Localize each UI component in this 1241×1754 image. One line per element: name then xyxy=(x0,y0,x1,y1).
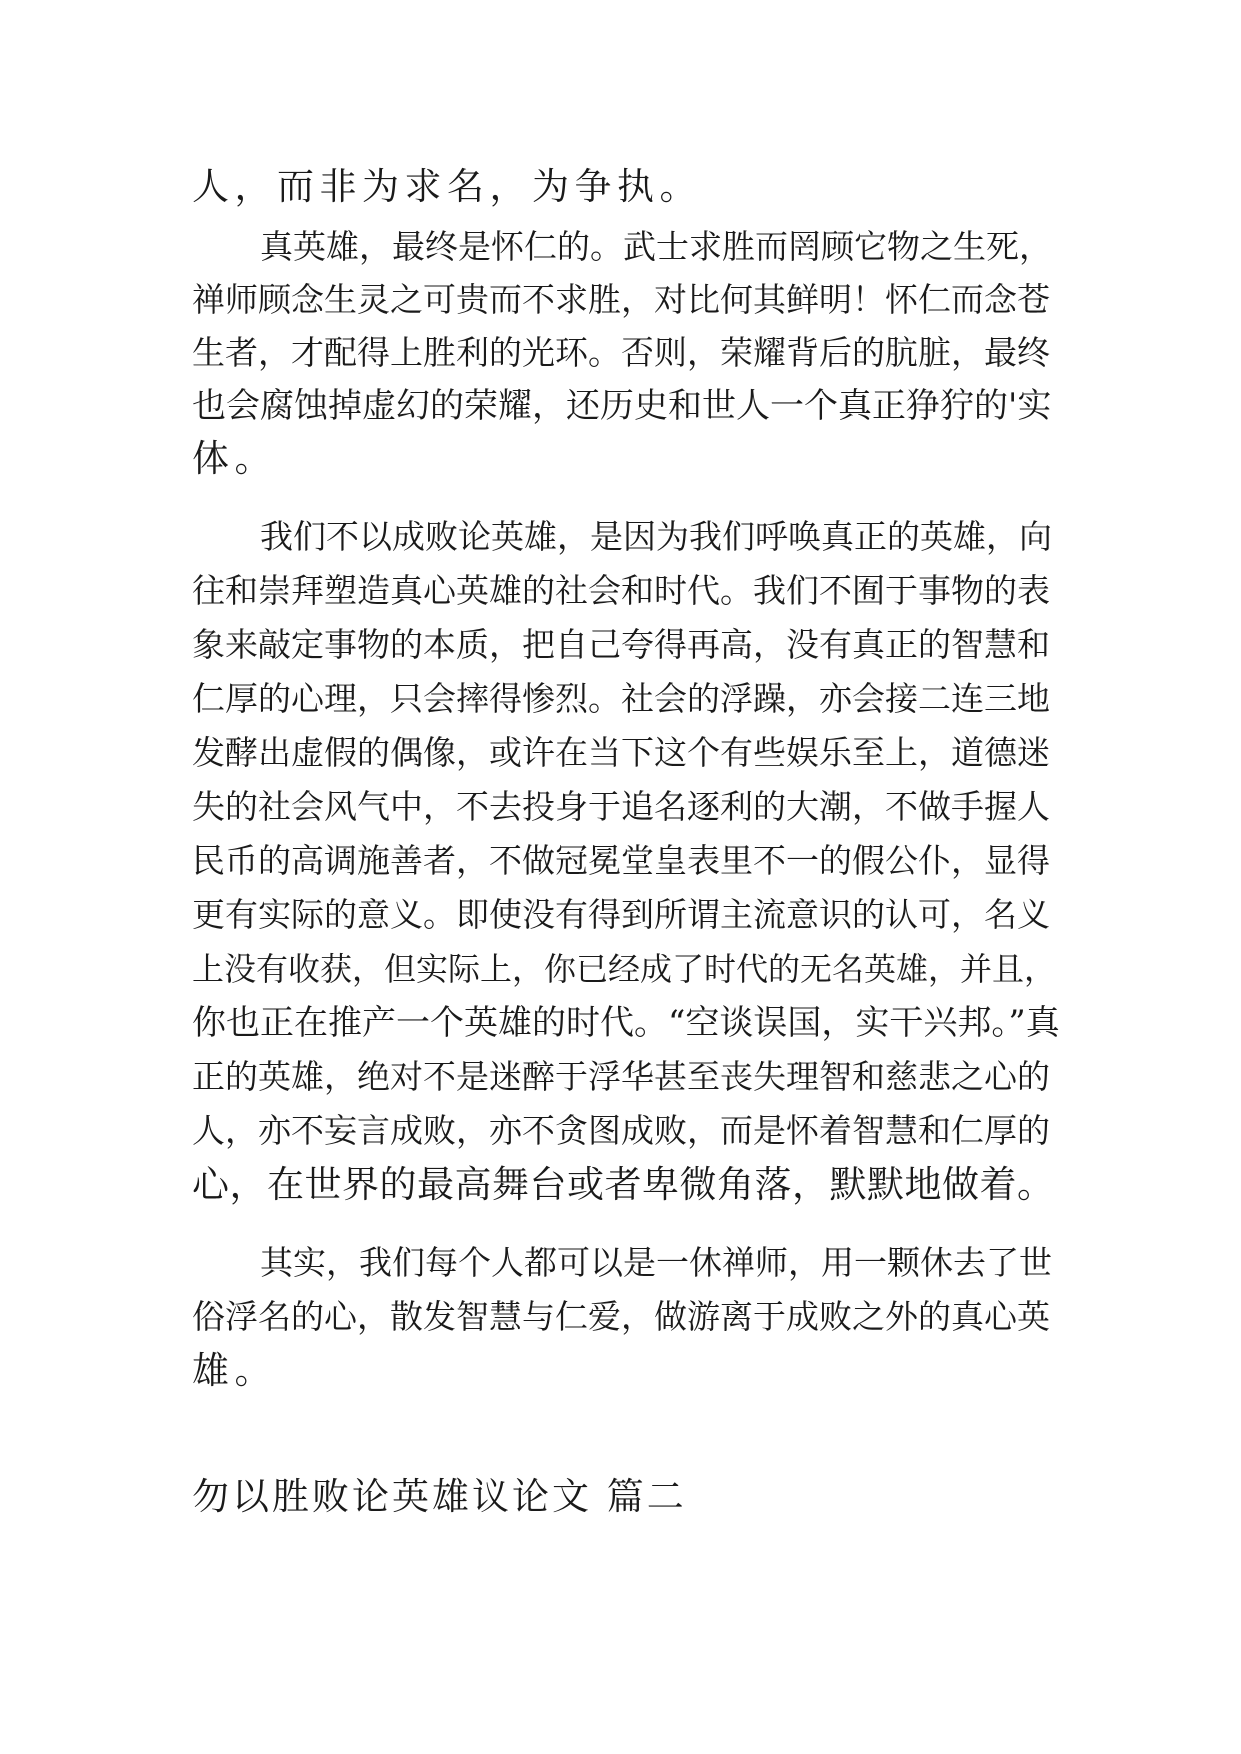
paragraph-2-line: 生者，才配得上胜利的光环。否则，荣耀背后的肮脏，最终 xyxy=(192,333,1050,372)
paragraph-2-line: 禅师顾念生灵之可贵而不求胜，对比何其鲜明！怀仁而念苍 xyxy=(192,280,1050,319)
paragraph-3-line: 往和崇拜塑造真心英雄的社会和时代。我们不囿于事物的表 xyxy=(192,571,1050,610)
paragraph-3-line: 象来敲定事物的本质，把自己夸得再高，没有真正的智慧和 xyxy=(192,625,1050,664)
paragraph-1-line: 人，而非为求名，为争执。 xyxy=(192,165,702,208)
paragraph-3-line: 民币的高调施善者，不做冠冕堂皇表里不一的假公仆，显得 xyxy=(192,841,1050,880)
paragraph-2-line: 体。 xyxy=(192,437,277,480)
paragraph-3-line: 上没有收获，但实际上，你已经成了时代的无名英雄，并且， xyxy=(192,950,1057,988)
paragraph-4-line: 其实，我们每个人都可以是一休禅师，用一颗休去了世 xyxy=(260,1243,1052,1282)
paragraph-3-line: 我们不以成败论英雄，是因为我们呼唤真正的英雄，向 xyxy=(260,517,1052,556)
paragraph-3-line: 更有实际的意义。即使没有得到所谓主流意识的认可，名义 xyxy=(192,895,1050,934)
paragraph-3-line: 失的社会风气中，不去投身于追名逐利的大潮，不做手握人 xyxy=(192,787,1050,826)
paragraph-4-line: 雄。 xyxy=(192,1349,277,1392)
paragraph-3-line: 正的英雄，绝对不是迷醉于浮华甚至丧失理智和慈悲之心的 xyxy=(192,1057,1050,1096)
paragraph-3-line: 人，亦不妄言成败，亦不贪图成败，而是怀着智慧和仁厚的 xyxy=(192,1111,1050,1150)
section-heading: 勿以胜败论英雄议论文 篇二 xyxy=(192,1475,687,1518)
paragraph-3-line: 发酵出虚假的偶像，或许在当下这个有些娱乐至上，道德迷 xyxy=(192,733,1050,772)
paragraph-3-line: 心，在世界的最高舞台或者卑微角落，默默地做着。 xyxy=(192,1163,1055,1206)
paragraph-4-line: 俗浮名的心，散发智慧与仁爱，做游离于成败之外的真心英 xyxy=(192,1297,1050,1336)
paragraph-2-line: 真英雄，最终是怀仁的。武士求胜而罔顾它物之生死， xyxy=(260,227,1052,266)
paragraph-2-line: 也会腐蚀掉虚幻的荣耀，还历史和世人一个真正狰狞的'实 xyxy=(192,386,1052,426)
paragraph-3-line: 仁厚的心理，只会摔得惨烈。社会的浮躁，亦会接二连三地 xyxy=(192,679,1050,718)
paragraph-3-line: 你也正在推产一个英雄的时代。“空谈误国，实干兴邦。”真 xyxy=(192,1003,1060,1043)
